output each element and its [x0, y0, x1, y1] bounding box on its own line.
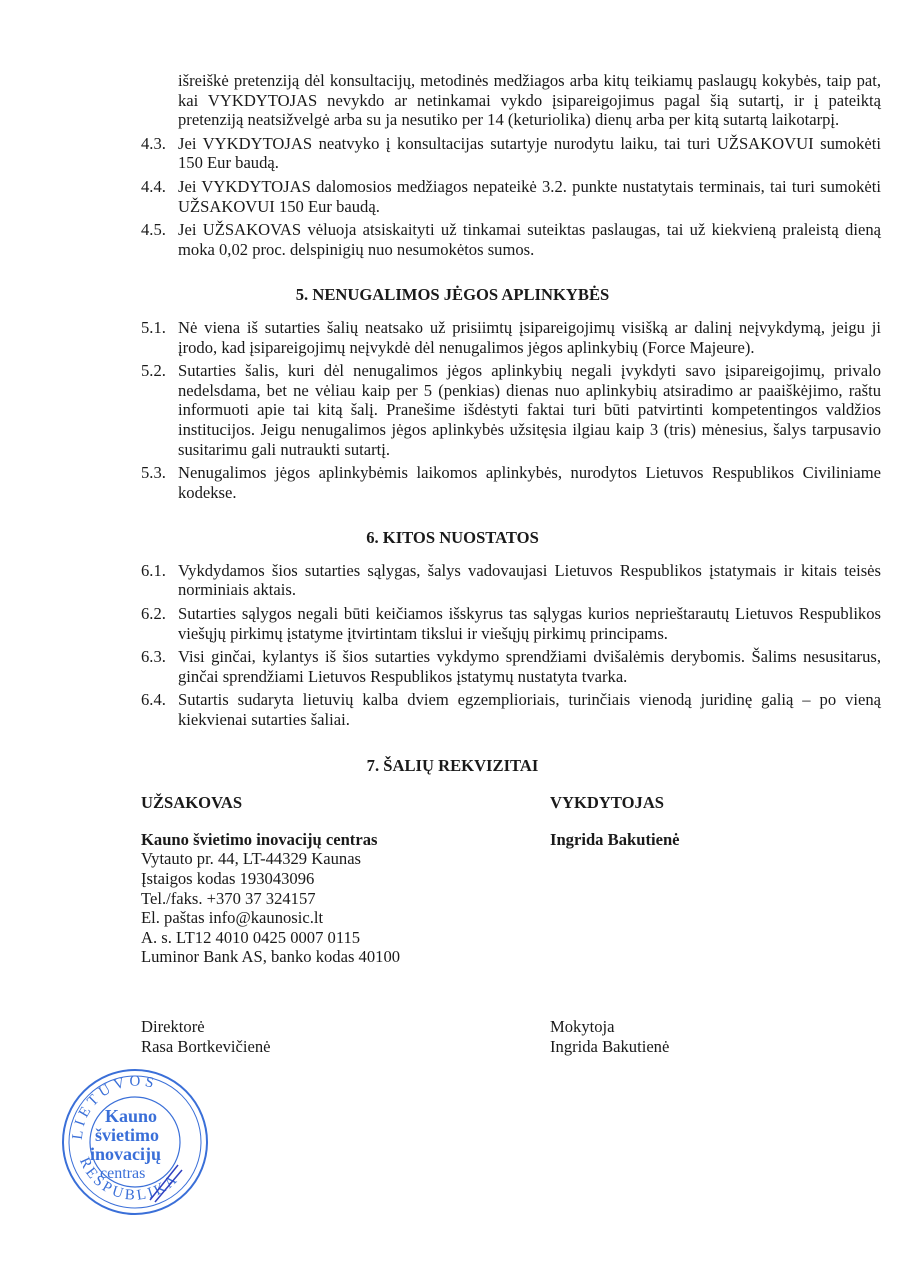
party-details	[141, 793, 881, 1056]
clause-5-3	[141, 463, 881, 502]
customer-email: El. paštas info@kaunosic.lt	[141, 908, 324, 928]
customer-signer: Rasa Bortkevičienė	[141, 1036, 271, 1056]
clause-4-4	[141, 177, 881, 216]
clause-number: 6.3.	[141, 647, 166, 667]
customer-role: UŽSAKOVAS	[141, 793, 243, 813]
clause-6-3	[141, 647, 881, 686]
section-5-heading: 5. NENUGALIMOS JĖGOS APLINKYBĖS	[295, 285, 610, 305]
customer-bank-account: A. s. LT12 4010 0425 0007 0115	[141, 927, 361, 947]
contractor-position: Mokytoja	[550, 1017, 615, 1036]
clause-4-3	[141, 134, 881, 173]
clause-4-5	[141, 220, 881, 259]
contractor-details	[550, 793, 881, 1056]
svg-text:LIETUVOS: LIETUVOS	[69, 1073, 160, 1141]
clause-text: Nenugalimos jėgos aplinkybėmis laikomos aplinkybės, nurodytos Lietuvos Respublikos Civiliniame kodekse.	[178, 463, 881, 502]
clause-text: Sutarties sąlygos negali būti keičiamos išskyrus tas sąlygas kurios neprieštarautų Lietuvos Respublikos viešųjų pirkimų įstatyme įtvirtintam tikslui ir viešųjų pirkimų principams.	[178, 604, 881, 643]
paragraph-4-2-continuation: išreiškė pretenziją dėl konsultacijų, metodinės medžiagos arba kitų teikiamų paslaugų kokybės, taip pat, kai VYKDYTOJAS nevykdo ar netinkamai vykdo įsipareigojimus pagal šią sutartį, ir į pateiktą pretenziją neatsižvelgė arba su ja nesutiko per 14 (keturiolika) dienų arba per kitą sutartą laikotarpį.	[178, 71, 881, 130]
clause-text: Vykdydamos šios sutarties sąlygas, šalys vadovaujasi Lietuvos Respublikos įstatymais ir kitais teisės norminiais aktais.	[178, 560, 881, 600]
customer-details	[141, 793, 550, 1056]
clause-number: 4.5.	[141, 220, 166, 240]
contractor-signer: Ingrida Bakutienė	[550, 1036, 670, 1056]
clause-6-1	[141, 561, 881, 600]
customer-address: Vytauto pr. 44, LT-44329 Kaunas	[141, 849, 362, 869]
clause-text: Sutartis sudaryta lietuvių kalba dviem egzemplioriais, turinčiais vienodą juridinę galią – po vieną kiekvienai sutarties šaliai.	[178, 690, 881, 730]
clause-text: Jei VYKDYTOJAS dalomosios medžiagos nepateikė 3.2. punkte nustatytais terminais, tai turi sumokėti UŽSAKOVUI 150 Eur baudą.	[178, 176, 881, 216]
svg-text:inovacijų: inovacijų	[90, 1144, 162, 1165]
clause-number: 5.3.	[141, 463, 166, 483]
customer-bank: Luminor Bank AS, banko kodas 40100	[141, 947, 401, 967]
clause-text: Jei UŽSAKOVAS vėluoja atsiskaityti už tinkamai suteiktas paslaugas, tai už kiekvieną praleistą dieną moka 0,02 proc. delspinigių nuo nesumokėtos sumos.	[178, 220, 881, 259]
contractor-role: VYKDYTOJAS	[550, 793, 665, 813]
customer-position: Direktorė	[141, 1016, 205, 1036]
clause-number: 6.4.	[141, 690, 166, 710]
contractor-name: Ingrida Bakutienė	[550, 829, 680, 849]
customer-phone: Tel./faks. +370 37 324157	[141, 888, 316, 908]
clause-number: 5.1.	[141, 317, 166, 337]
clause-6-4	[141, 690, 881, 729]
clause-number: 5.2.	[141, 361, 166, 381]
svg-text:RESPUBLIKA: RESPUBLIKA	[76, 1155, 183, 1205]
clause-text: Sutarties šalis, kuri dėl nenugalimos jėgos aplinkybių negali įvykdyti savo įsipareigojimų, privalo nedelsdama, bet ne vėliau kaip per 5 (penkias) dienas nuo aplinkybių atsiradimo ar paaiškėjimo, raštu informuoti apie tai kitą šalį. Pranešime išdėstyti faktai turi būti patvirtinti kompetentingos valdžios institucijos. Jeigu nenugalimos jėgos aplinkybės užsitęsia ilgiau kaip 3 (tris) mėnesius, šalys tarpusavio susitarimu gali nutraukti sutartį.	[178, 361, 881, 459]
document-body	[141, 71, 881, 1056]
clause-number: 4.3.	[141, 133, 166, 153]
svg-text:švietimo: švietimo	[95, 1125, 159, 1146]
section-6-heading: 6. KITOS NUOSTATOS	[366, 528, 539, 548]
clause-text: Visi ginčai, kylantys iš šios sutarties vykdymo sprendžiami dvišalėmis derybomis. Šalims nesusitarus, ginčai sprendžiami Lietuvos Respublikos įstatymų nustatyta tvarka.	[178, 647, 881, 686]
clause-text: Nė viena iš sutarties šalių neatsako už prisiimtų įsipareigojimų visišką ar dalinį neįvykdymą, jeigu ji įrodo, kad įsipareigojimų neįvykdė dėl nenugalimos jėgos aplinkybių (Force Majeure).	[178, 317, 881, 357]
clause-text: Jei VYKDYTOJAS neatvyko į konsultacijas sutartyje nurodytu laiku, tai turi UŽSAKOVUI sumokėti 150 Eur baudą.	[178, 133, 881, 173]
svg-text:centras: centras	[100, 1165, 146, 1183]
section-7-heading: 7. ŠALIŲ REKVIZITAI	[366, 755, 539, 775]
clause-5-2	[141, 361, 881, 459]
customer-name: Kauno švietimo inovacijų centras	[141, 829, 378, 849]
clause-5-1	[141, 318, 881, 357]
customer-company-code: Įstaigos kodas 193043096	[141, 869, 315, 888]
svg-text:Kauno: Kauno	[105, 1106, 158, 1127]
clause-number: 6.2.	[141, 604, 166, 624]
stamp-seal	[60, 1060, 210, 1225]
clause-6-2	[141, 604, 881, 643]
clause-number: 4.4.	[141, 176, 166, 196]
clause-number: 6.1.	[141, 560, 166, 580]
